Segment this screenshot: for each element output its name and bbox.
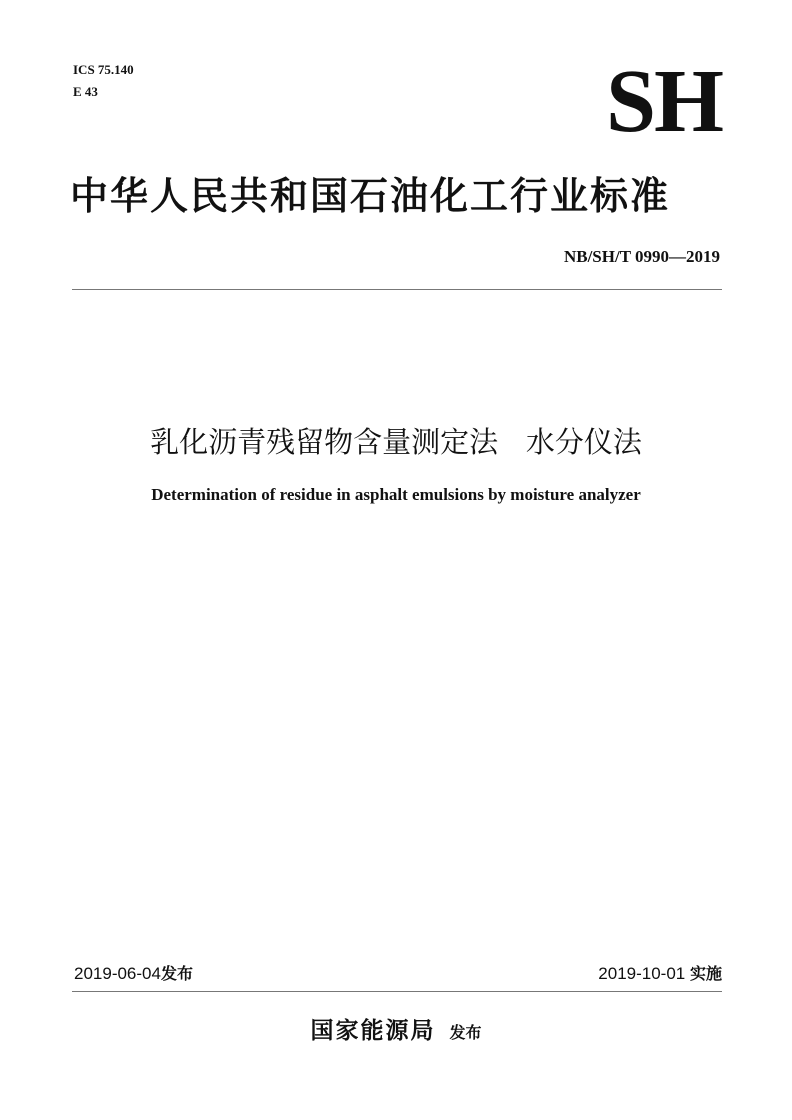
document-title-english: Determination of residue in asphalt emulsions by moisture analyzer [151,485,641,504]
header-divider [72,289,722,290]
document-title-chinese: 乳化沥青残留物含量测定法 水分仪法 [150,425,642,459]
implement-date: 2019-10-01 [598,964,686,983]
industry-standard-title: 中华人民共和国石油化工行业标准 [70,174,671,218]
sh-logo: SH [605,52,722,151]
footer-divider [72,991,722,992]
standard-number: NB/SH/T 0990—2019 [563,247,720,266]
publisher-label: 发布 [449,1023,482,1042]
publisher-line [60,1012,732,1045]
classification-code: E 43 [73,84,98,99]
implement-label: 实施 [689,964,722,983]
issue-date: 2019-06-04 [74,964,161,983]
implement-date-line [500,963,722,985]
issue-label: 发布 [160,964,193,983]
ics-code: ICS 75.140 [73,62,134,77]
issue-date-line [74,963,193,985]
publisher-name: 国家能源局 [310,1018,436,1044]
